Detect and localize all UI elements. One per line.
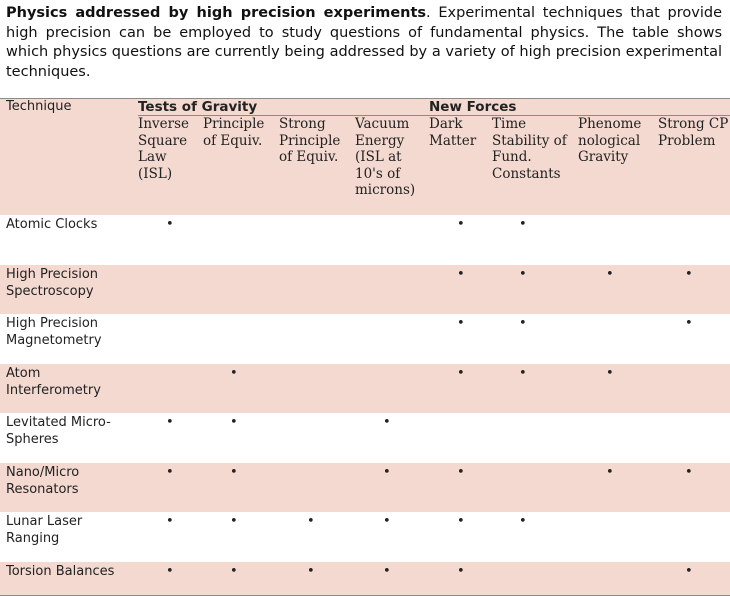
bullet-mark: •: [166, 217, 174, 232]
bullet-mark: •: [457, 316, 465, 331]
technique-name-line: Interferometry: [6, 382, 101, 398]
mark-cell-isl: [138, 314, 203, 364]
bullet-mark: •: [685, 266, 693, 282]
group-tests-of-gravity: Tests of Gravity: [138, 99, 429, 116]
mark-cell-dark-matter: [429, 413, 492, 463]
mark-cell-time-stability: [492, 413, 578, 463]
mark-cell-time-stability: [492, 562, 578, 596]
column-header-line: Gravity: [578, 149, 629, 165]
table-row: [0, 314, 730, 364]
technique-name-line: Levitated Micro-: [6, 415, 111, 430]
technique-name-line: Lunar Laser: [6, 514, 83, 529]
column-header-time-stability: [492, 116, 578, 216]
column-header-line: (ISL): [138, 165, 173, 182]
mark-cell-strong-principle-of-equiv: [279, 215, 355, 265]
mark-cell-strong-cp-problem: [658, 463, 730, 513]
column-header-line: (ISL at: [355, 149, 402, 165]
column-header-line: Problem: [658, 132, 716, 149]
mark-cell-principle-of-equiv: [203, 215, 279, 265]
mark-cell-strong-cp-problem: [658, 562, 730, 596]
technique-cell: [0, 314, 138, 364]
table-row: [0, 463, 730, 513]
technique-cell: [0, 463, 138, 513]
column-header-vacuum-energy: [355, 116, 429, 216]
technique-name-line: Atom: [6, 365, 41, 381]
technique-cell: [0, 215, 138, 265]
bullet-mark: •: [457, 514, 465, 529]
bullet-mark: •: [230, 514, 238, 529]
bullet-mark: •: [606, 464, 614, 480]
mark-cell-principle-of-equiv: [203, 364, 279, 414]
technique-cell: [0, 265, 138, 315]
bullet-mark: •: [457, 563, 465, 579]
column-header-line: Principle: [203, 116, 265, 132]
caption: [6, 4, 722, 82]
group-header-row: [0, 99, 730, 116]
caption-title: Physics addressed by high precision experiments: [6, 5, 427, 21]
mark-cell-dark-matter: [429, 364, 492, 414]
column-header-line: Strong: [279, 116, 326, 132]
bullet-mark: •: [685, 316, 693, 331]
bullet-mark: •: [519, 217, 527, 232]
mark-cell-principle-of-equiv: [203, 314, 279, 364]
mark-cell-vacuum-energy: [355, 463, 429, 513]
mark-cell-phenomenological-gravity: [578, 215, 658, 265]
mark-cell-isl: [138, 413, 203, 463]
mark-cell-isl: [138, 463, 203, 513]
mark-cell-strong-principle-of-equiv: [279, 463, 355, 513]
mark-cell-isl: [138, 364, 203, 414]
technique-cell: [0, 512, 138, 562]
mark-cell-strong-principle-of-equiv: [279, 562, 355, 596]
column-header-line: 10's of: [355, 165, 401, 182]
bullet-mark: •: [457, 365, 465, 381]
table-row: [0, 562, 730, 596]
mark-cell-phenomenological-gravity: [578, 463, 658, 513]
mark-cell-dark-matter: [429, 512, 492, 562]
column-header-strong-principle-of-equiv: [279, 116, 355, 216]
technique-name-line: High Precision: [6, 316, 99, 331]
mark-cell-isl: [138, 265, 203, 315]
bullet-mark: •: [166, 514, 174, 529]
mark-cell-strong-principle-of-equiv: [279, 512, 355, 562]
mark-cell-strong-cp-problem: [658, 314, 730, 364]
bullet-mark: •: [685, 563, 693, 579]
column-header-line: of Equiv.: [203, 132, 263, 149]
bullet-mark: •: [383, 514, 391, 529]
bullet-mark: •: [166, 464, 174, 480]
mark-cell-phenomenological-gravity: [578, 314, 658, 364]
column-header-row: [0, 116, 730, 216]
column-header-phenomenological-gravity: [578, 116, 658, 216]
bullet-mark: •: [606, 365, 614, 381]
bullet-mark: •: [457, 266, 465, 282]
bullet-mark: •: [383, 563, 391, 579]
bullet-mark: •: [519, 365, 527, 381]
mark-cell-strong-principle-of-equiv: [279, 265, 355, 315]
mark-cell-isl: [138, 215, 203, 265]
bullet-mark: •: [383, 415, 391, 430]
mark-cell-strong-cp-problem: [658, 413, 730, 463]
column-header-line: Constants: [492, 165, 561, 182]
mark-cell-time-stability: [492, 364, 578, 414]
mark-cell-time-stability: [492, 314, 578, 364]
mark-cell-time-stability: [492, 463, 578, 513]
mark-cell-dark-matter: [429, 314, 492, 364]
column-header-line: Time: [492, 116, 527, 132]
bullet-mark: •: [519, 266, 527, 282]
column-header-line: microns): [355, 182, 416, 198]
technique-name-line: Atomic Clocks: [6, 217, 98, 232]
technique-name-line: Spectroscopy: [6, 283, 94, 299]
technique-name-line: Nano/Micro: [6, 464, 80, 480]
mark-cell-dark-matter: [429, 463, 492, 513]
mark-cell-dark-matter: [429, 562, 492, 596]
group-new-forces: New Forces: [429, 99, 730, 116]
mark-cell-dark-matter: [429, 265, 492, 315]
bullet-mark: •: [457, 217, 465, 232]
mark-cell-vacuum-energy: [355, 512, 429, 562]
mark-cell-strong-cp-problem: [658, 512, 730, 562]
mark-cell-time-stability: [492, 265, 578, 315]
column-header-line: Phenome: [578, 116, 642, 132]
mark-cell-vacuum-energy: [355, 215, 429, 265]
bullet-mark: •: [307, 514, 315, 529]
technique-name-line: Spheres: [6, 432, 59, 447]
caption-body: . Experimental techniques that provide high precision can be employed to study questions of fundamental physics. The table shows which physics questions are currently being addressed by a variety of high precision experimental techniques.: [6, 5, 722, 80]
mark-cell-principle-of-equiv: [203, 512, 279, 562]
column-header-isl: [138, 116, 203, 216]
technique-name-line: Torsion Balances: [6, 563, 115, 579]
bullet-mark: •: [383, 464, 391, 480]
technique-name-line: Resonators: [6, 481, 79, 497]
technique-name-line: High Precision: [6, 266, 99, 282]
bullet-mark: •: [230, 563, 238, 579]
column-header-principle-of-equiv: [203, 116, 279, 216]
mark-cell-dark-matter: [429, 215, 492, 265]
technique-cell: [0, 562, 138, 596]
column-header-line: Principle: [279, 132, 341, 149]
table-row: [0, 512, 730, 562]
mark-cell-principle-of-equiv: [203, 562, 279, 596]
bullet-mark: •: [606, 266, 614, 282]
physics-techniques-table: [0, 98, 730, 596]
bullet-mark: •: [519, 316, 527, 331]
mark-cell-time-stability: [492, 215, 578, 265]
mark-cell-time-stability: [492, 512, 578, 562]
column-header-line: Stability of: [492, 132, 567, 149]
column-header-line: Dark: [429, 116, 463, 132]
technique-cell: [0, 364, 138, 414]
mark-cell-strong-cp-problem: [658, 265, 730, 315]
column-header-line: Law: [138, 149, 167, 165]
column-header-line: Inverse: [138, 116, 190, 132]
bullet-mark: •: [230, 464, 238, 480]
technique-header: Technique: [0, 99, 138, 116]
column-header-line: nological: [578, 132, 641, 149]
mark-cell-vacuum-energy: [355, 364, 429, 414]
mark-cell-principle-of-equiv: [203, 413, 279, 463]
mark-cell-strong-principle-of-equiv: [279, 314, 355, 364]
mark-cell-phenomenological-gravity: [578, 413, 658, 463]
mark-cell-strong-principle-of-equiv: [279, 413, 355, 463]
bullet-mark: •: [685, 464, 693, 480]
table-row: [0, 364, 730, 414]
table-row: [0, 215, 730, 265]
technique-cell: [0, 413, 138, 463]
table-row: [0, 413, 730, 463]
mark-cell-isl: [138, 562, 203, 596]
column-header-line: Fund.: [492, 149, 532, 165]
mark-cell-strong-cp-problem: [658, 364, 730, 414]
column-header-line: Energy: [355, 132, 405, 149]
mark-cell-principle-of-equiv: [203, 265, 279, 315]
bullet-mark: •: [457, 464, 465, 480]
column-header-line: Vacuum: [355, 116, 410, 132]
column-header-strong-cp-problem: [658, 116, 730, 216]
mark-cell-vacuum-energy: [355, 413, 429, 463]
column-header-line: Square: [138, 132, 188, 149]
mark-cell-principle-of-equiv: [203, 463, 279, 513]
technique-name-line: Ranging: [6, 531, 60, 546]
mark-cell-phenomenological-gravity: [578, 265, 658, 315]
bullet-mark: •: [166, 563, 174, 579]
mark-cell-phenomenological-gravity: [578, 562, 658, 596]
column-header-dark-matter: [429, 116, 492, 216]
mark-cell-isl: [138, 512, 203, 562]
column-header-line: Strong CP: [658, 116, 729, 132]
technique-name-line: Magnetometry: [6, 333, 102, 348]
mark-cell-vacuum-energy: [355, 314, 429, 364]
bullet-mark: •: [230, 415, 238, 430]
column-header-line: Matter: [429, 132, 477, 149]
bullet-mark: •: [166, 415, 174, 430]
table-row: [0, 265, 730, 315]
mark-cell-strong-principle-of-equiv: [279, 364, 355, 414]
bullet-mark: •: [519, 514, 527, 529]
mark-cell-vacuum-energy: [355, 265, 429, 315]
bullet-mark: •: [307, 563, 315, 579]
bullet-mark: •: [230, 365, 238, 381]
mark-cell-strong-cp-problem: [658, 215, 730, 265]
mark-cell-phenomenological-gravity: [578, 512, 658, 562]
mark-cell-vacuum-energy: [355, 562, 429, 596]
mark-cell-phenomenological-gravity: [578, 364, 658, 414]
column-header-line: of Equiv.: [279, 149, 339, 165]
technique-subheader-blank: [0, 116, 138, 216]
